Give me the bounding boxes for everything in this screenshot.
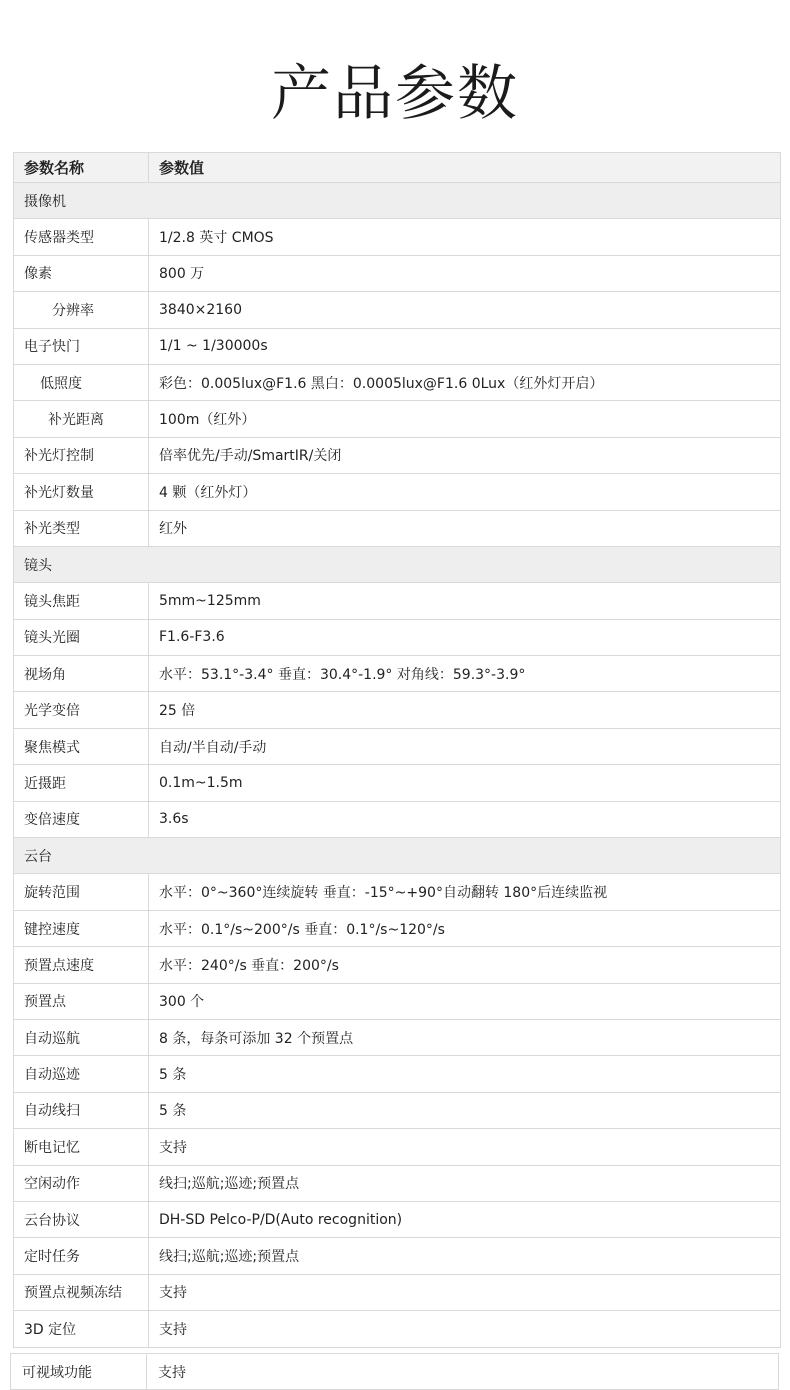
table-row <box>14 874 781 910</box>
param-value: 水平：53.1°-3.4° 垂直：30.4°-1.9° 对角线：59.3°-3.9° <box>149 656 781 692</box>
param-name: 光学变倍 <box>14 692 149 728</box>
param-value: 支持 <box>149 1274 781 1310</box>
table-row <box>14 947 781 983</box>
param-name: 补光类型 <box>14 510 149 546</box>
param-name: 分辨率 <box>14 292 149 328</box>
table-row <box>14 1019 781 1055</box>
table-row <box>14 437 781 473</box>
param-name: 预置点速度 <box>14 947 149 983</box>
spec-table <box>13 152 781 1348</box>
param-name: 变倍速度 <box>14 801 149 837</box>
param-name: 云台协议 <box>14 1201 149 1237</box>
header-param-name: 参数名称 <box>14 153 149 183</box>
table-row <box>14 1201 781 1237</box>
param-value: 25 倍 <box>149 692 781 728</box>
param-name: 近摄距 <box>14 765 149 801</box>
param-name: 聚焦模式 <box>14 728 149 764</box>
param-name: 断电记忆 <box>14 1129 149 1165</box>
table-row <box>14 1092 781 1128</box>
param-name: 镜头焦距 <box>14 583 149 619</box>
section-row <box>14 183 781 219</box>
param-value: 1/1 ~ 1/30000s <box>149 328 781 364</box>
param-value: 水平：0.1°/s~200°/s 垂直：0.1°/s~120°/s <box>149 910 781 946</box>
param-value: 8 条，每条可添加 32 个预置点 <box>149 1019 781 1055</box>
param-name: 电子快门 <box>14 328 149 364</box>
table-row <box>14 1311 781 1347</box>
spec-table-body <box>14 153 781 1348</box>
param-name: 空闲动作 <box>14 1165 149 1201</box>
param-name: 3D 定位 <box>14 1311 149 1347</box>
table-row <box>14 219 781 255</box>
param-value: DH-SD Pelco-P/D(Auto recognition) <box>149 1201 781 1237</box>
param-name: 定时任务 <box>14 1238 149 1274</box>
param-name: 补光灯控制 <box>14 437 149 473</box>
param-value: 支持 <box>147 1354 779 1390</box>
table-row <box>14 1238 781 1274</box>
param-value: 红外 <box>149 510 781 546</box>
param-name: 视场角 <box>14 656 149 692</box>
param-name: 旋转范围 <box>14 874 149 910</box>
table-row <box>14 328 781 364</box>
section-title: 云台 <box>14 838 781 874</box>
section-row <box>14 546 781 582</box>
table-row <box>14 983 781 1019</box>
table-row <box>14 1274 781 1310</box>
last-row-table <box>10 1353 779 1390</box>
table-header-row <box>14 153 781 183</box>
table-row <box>14 292 781 328</box>
param-value: 800 万 <box>149 255 781 291</box>
param-name: 补光灯数量 <box>14 474 149 510</box>
table-row <box>14 1129 781 1165</box>
param-value: 5mm~125mm <box>149 583 781 619</box>
param-name: 自动巡航 <box>14 1019 149 1055</box>
param-value: 水平：0°~360°连续旋转 垂直：-15°~+90°自动翻转 180°后连续监视 <box>149 874 781 910</box>
table-row <box>14 801 781 837</box>
table-row <box>14 1056 781 1092</box>
param-value: 5 条 <box>149 1056 781 1092</box>
param-value: 彩色：0.005lux@F1.6 黑白：0.0005lux@F1.6 0Lux（红外灯开启） <box>149 364 781 400</box>
param-name: 自动线扫 <box>14 1092 149 1128</box>
param-value: 1/2.8 英寸 CMOS <box>149 219 781 255</box>
table-row <box>14 474 781 510</box>
table-row <box>14 583 781 619</box>
table-row <box>14 656 781 692</box>
param-value: 3.6s <box>149 801 781 837</box>
param-value: 4 颗（红外灯） <box>149 474 781 510</box>
param-value: 线扫;巡航;巡迹;预置点 <box>149 1165 781 1201</box>
param-value: 倍率优先/手动/SmartIR/关闭 <box>149 437 781 473</box>
param-name: 预置点视频冻结 <box>14 1274 149 1310</box>
param-name: 像素 <box>14 255 149 291</box>
table-row <box>14 255 781 291</box>
section-title: 镜头 <box>14 546 781 582</box>
param-name: 可视域功能 <box>11 1354 147 1390</box>
param-value: 支持 <box>149 1311 781 1347</box>
header-param-value: 参数值 <box>149 153 781 183</box>
table-row <box>14 910 781 946</box>
table-row <box>14 728 781 764</box>
param-value: F1.6-F3.6 <box>149 619 781 655</box>
param-value: 支持 <box>149 1129 781 1165</box>
param-value: 线扫;巡航;巡迹;预置点 <box>149 1238 781 1274</box>
param-name: 键控速度 <box>14 910 149 946</box>
table-row <box>14 1165 781 1201</box>
param-name: 预置点 <box>14 983 149 1019</box>
param-name: 自动巡迹 <box>14 1056 149 1092</box>
section-row <box>14 838 781 874</box>
table-row <box>14 510 781 546</box>
table-row <box>14 619 781 655</box>
table-row <box>14 692 781 728</box>
param-value: 0.1m~1.5m <box>149 765 781 801</box>
param-name: 镜头光圈 <box>14 619 149 655</box>
table-row <box>14 364 781 400</box>
param-value: 5 条 <box>149 1092 781 1128</box>
param-name: 低照度 <box>14 364 149 400</box>
param-value: 300 个 <box>149 983 781 1019</box>
table-row <box>11 1354 779 1390</box>
table-row <box>14 401 781 437</box>
param-name: 传感器类型 <box>14 219 149 255</box>
section-title: 摄像机 <box>14 183 781 219</box>
param-value: 3840×2160 <box>149 292 781 328</box>
page-title: 产品参数 <box>271 59 519 129</box>
param-name: 补光距离 <box>14 401 149 437</box>
param-value: 自动/半自动/手动 <box>149 728 781 764</box>
table-row <box>14 765 781 801</box>
param-value: 水平：240°/s 垂直：200°/s <box>149 947 781 983</box>
param-value: 100m（红外） <box>149 401 781 437</box>
